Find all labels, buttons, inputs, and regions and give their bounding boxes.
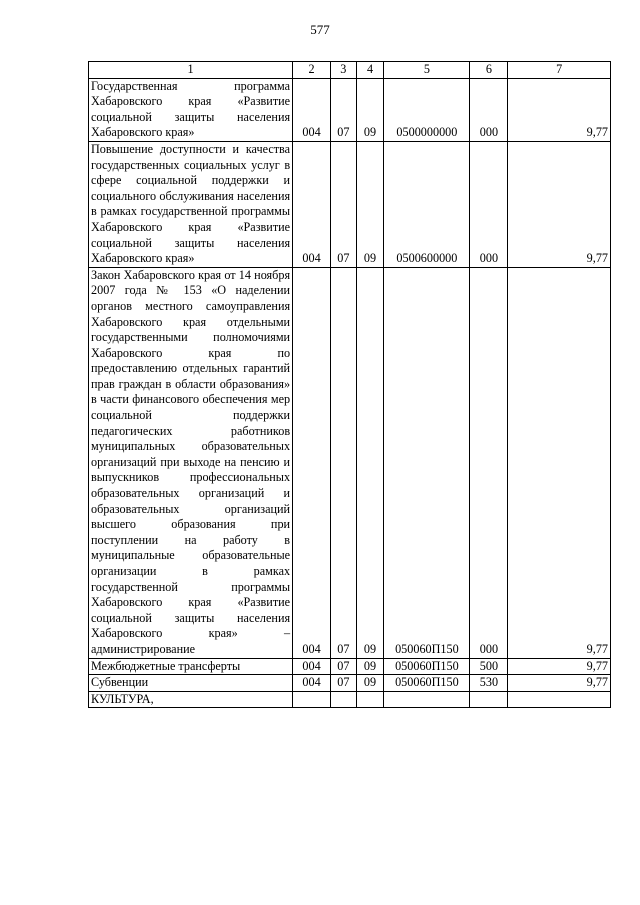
row-code-expense-type: 000	[470, 141, 508, 267]
row-code-expense-type: 000	[470, 78, 508, 141]
table-row	[89, 78, 611, 141]
header-col-2: 2	[293, 62, 331, 79]
row-amount: 9,77	[508, 141, 611, 267]
row-name: КУЛЬТУРА,	[89, 691, 293, 708]
page-number: 577	[310, 22, 330, 37]
budget-table	[88, 61, 611, 708]
row-code-target	[384, 691, 470, 708]
row-code-expense-type: 500	[470, 658, 508, 675]
table-row	[89, 691, 611, 708]
row-code-section: 07	[331, 675, 357, 692]
row-name: Государственная программа Хабаровского края «Развитие социальной защиты населения Хабаровского края»	[89, 78, 293, 141]
row-name: Межбюджетные трансферты	[89, 658, 293, 675]
table-row	[89, 675, 611, 692]
header-col-5: 5	[384, 62, 470, 79]
row-code-target: 0500600000	[384, 141, 470, 267]
header-col-3: 3	[331, 62, 357, 79]
header-col-7: 7	[508, 62, 611, 79]
row-code-section: 07	[331, 141, 357, 267]
row-code-subsection	[356, 691, 384, 708]
row-code-ministry: 004	[293, 78, 331, 141]
header-col-1: 1	[89, 62, 293, 79]
row-code-section: 07	[331, 658, 357, 675]
row-code-expense-type	[470, 691, 508, 708]
row-code-ministry	[293, 691, 331, 708]
table-row	[89, 267, 611, 658]
row-code-target: 050060П150	[384, 658, 470, 675]
header-col-4: 4	[356, 62, 384, 79]
row-name: Закон Хабаровского края от 14 ноября 2007 года № 153 «О наделении органов местного самоуправления Хабаровского края отдельными государственными полномочиями Хабаровского края по предоставлению отдельных гарантий прав граждан в области образования» в части финансового обеспечения мер социальной поддержки педагогических работников муниципальных образовательных организаций при выходе на пенсию и выпускников профессиональных образовательных организаций и образовательных организаций высшего образования при поступлении на работу в муниципальные образовательные организации в рамках государственной программы Хабаровского края «Развитие социальной защиты населения Хабаровского края» – администрирование	[89, 267, 293, 658]
row-name: Субвенции	[89, 675, 293, 692]
row-code-subsection: 09	[356, 141, 384, 267]
row-code-target: 0500000000	[384, 78, 470, 141]
row-name: Повышение доступности и качества государственных социальных услуг в сфере социальной поддержки и социального обслуживания населения в рамках государственной программы Хабаровского края «Развитие социальной защиты населения Хабаровского края»	[89, 141, 293, 267]
row-code-target: 050060П150	[384, 267, 470, 658]
row-code-ministry: 004	[293, 658, 331, 675]
row-code-subsection: 09	[356, 658, 384, 675]
row-amount: 9,77	[508, 267, 611, 658]
row-code-section	[331, 691, 357, 708]
row-code-ministry: 004	[293, 675, 331, 692]
row-code-subsection: 09	[356, 675, 384, 692]
table-row	[89, 141, 611, 267]
row-amount	[508, 691, 611, 708]
row-code-ministry: 004	[293, 141, 331, 267]
row-code-subsection: 09	[356, 78, 384, 141]
row-code-section: 07	[331, 267, 357, 658]
row-amount: 9,77	[508, 658, 611, 675]
row-amount: 9,77	[508, 78, 611, 141]
header-col-6: 6	[470, 62, 508, 79]
row-code-ministry: 004	[293, 267, 331, 658]
table-row	[89, 658, 611, 675]
row-code-subsection: 09	[356, 267, 384, 658]
row-code-section: 07	[331, 78, 357, 141]
table-header-row	[89, 62, 611, 79]
row-code-expense-type: 000	[470, 267, 508, 658]
row-code-target: 050060П150	[384, 675, 470, 692]
row-code-expense-type: 530	[470, 675, 508, 692]
row-amount: 9,77	[508, 675, 611, 692]
